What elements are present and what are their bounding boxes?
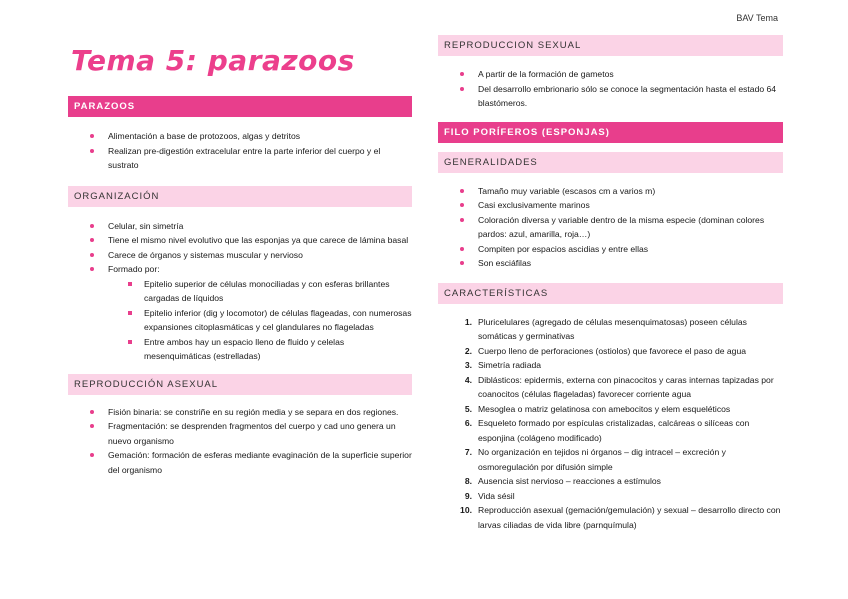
list-item: Casi exclusivamente marinos (478, 198, 783, 213)
numbered-item (464, 416, 783, 445)
numbered-item (464, 445, 783, 474)
right-column (438, 35, 783, 532)
section-heading-generalidades: GENERALIDADES (438, 152, 783, 173)
item-text: Esqueleto formado por espículas cristalizadas, calcáreas o silíceas con esponjina (colágeno modificado) (478, 418, 750, 443)
item-number: 8. (464, 476, 472, 486)
organizacion-sublist (108, 277, 412, 364)
list-item: Fragmentación: se desprenden fragmentos del cuerpo y cad uno genera un nuevo organismo (108, 419, 412, 448)
item-number: 5. (464, 403, 472, 414)
reproduccion-asexual-list (68, 405, 412, 478)
list-item: Celular, sin simetría (108, 219, 412, 234)
numbered-item (464, 402, 783, 417)
item-number: 7. (464, 447, 472, 457)
list-item (108, 262, 412, 364)
list-item: Gemación: formación de esferas mediante evaginación de la superficie superior del organismo (108, 448, 412, 477)
item-text: Pluricelulares (agregado de células mesenquimatosas) poseen células somáticas y germinativas (478, 316, 747, 341)
item-number: 2. (464, 345, 472, 356)
item-number: 6. (464, 418, 472, 428)
generalidades-list (438, 184, 783, 271)
numbered-item (464, 489, 783, 504)
caracteristicas-list (438, 315, 783, 533)
list-item: Fisión binaria: se constriñe en su región media y se separa en dos regiones. (108, 405, 412, 420)
section-heading-filo-poriferos: FILO PORÍFEROS (ESPONJAS) (438, 122, 783, 143)
parazoos-list (68, 129, 412, 173)
list-item: Tamaño muy variable (escasos cm a varios m) (478, 184, 783, 199)
item-text: Reproducción asexual (gemación/gemulación) y sexual – desarrollo directo con larvas ciliadas de vida libre (parnquímula) (478, 505, 781, 530)
page-title: Tema 5: parazoos (71, 44, 355, 77)
item-text: Diblásticos: epidermis, externa con pinacocitos y caras internas tapizadas por coanocitos (células flageladas) favorecer corriente agua (478, 374, 774, 399)
item-text: Cuerpo lleno de perforaciones (ostiolos) que favorece el paso de agua (478, 345, 747, 356)
item-text: Vida sésil (478, 490, 515, 501)
section-heading-reproduccion-asexual: REPRODUCCIÓN ASEXUAL (68, 374, 412, 395)
item-text: Mesoglea o matriz gelatinosa con amebocitos y elem esqueléticos (478, 403, 731, 414)
item-number: 1. (464, 316, 472, 327)
list-item: Carece de órganos y sistemas muscular y nervioso (108, 248, 412, 263)
organizacion-list (68, 219, 412, 364)
section-heading-reproduccion-sexual: REPRODUCCION SEXUAL (438, 35, 783, 56)
reproduccion-sexual-list (438, 67, 783, 111)
item-text: Ausencia sist nervioso – reacciones a estímulos (478, 476, 661, 486)
list-item: Realizan pre-digestión extracelular entre la parte inferior del cuerpo y el sustrato (108, 144, 412, 173)
list-item: Son esciáfilas (478, 256, 783, 271)
item-number: 10. (460, 505, 472, 515)
item-text: No organización en tejidos ni órganos – dig intracel – excreción y osmoregulación por difusión simple (478, 447, 726, 472)
sub-list-item: Epitelio superior de células monociliadas y con esferas brillantes cargadas de líquidos (144, 277, 412, 306)
section-heading-parazoos: PARAZOOS (68, 96, 412, 117)
item-text: Simetría radiada (478, 360, 542, 370)
section-heading-caracteristicas: CARACTERÍSTICAS (438, 283, 783, 304)
list-item: Alimentación a base de protozoos, algas y detritos (108, 129, 412, 144)
numbered-item (464, 373, 783, 402)
item-number: 4. (464, 374, 472, 385)
numbered-item (464, 474, 783, 489)
numbered-item (464, 358, 783, 373)
section-heading-organizacion: ORGANIZACIÓN (68, 186, 412, 207)
list-item: A partir de la formación de gametos (478, 67, 783, 82)
list-item-label: Formado por: (108, 264, 160, 274)
list-item: Compiten por espacios ascidias y entre ellas (478, 242, 783, 257)
sub-list-item: Epitelio inferior (dig y locomotor) de células flageadas, con numerosas expansiones citoplasmáticas y cel glandulares no flageladas (144, 306, 412, 335)
sub-list-item: Entre ambos hay un espacio lleno de fluido y celelas mesenquimáticas (estrelladas) (144, 335, 412, 364)
item-number: 9. (464, 490, 472, 501)
header-label: BAV Tema (736, 13, 778, 23)
list-item: Coloración diversa y variable dentro de la misma especie (dominan colores pardos: azul, amarilla, roja…) (478, 213, 783, 242)
list-item: Del desarrollo embrionario sólo se conoce la segmentación hasta el estado 64 blastómeros. (478, 82, 783, 111)
numbered-item (464, 344, 783, 359)
numbered-item (460, 503, 783, 532)
left-column (68, 96, 412, 477)
item-number: 3. (464, 360, 472, 370)
numbered-item (464, 315, 783, 344)
list-item: Tiene el mismo nivel evolutivo que las esponjas ya que carece de lámina basal (108, 233, 412, 248)
